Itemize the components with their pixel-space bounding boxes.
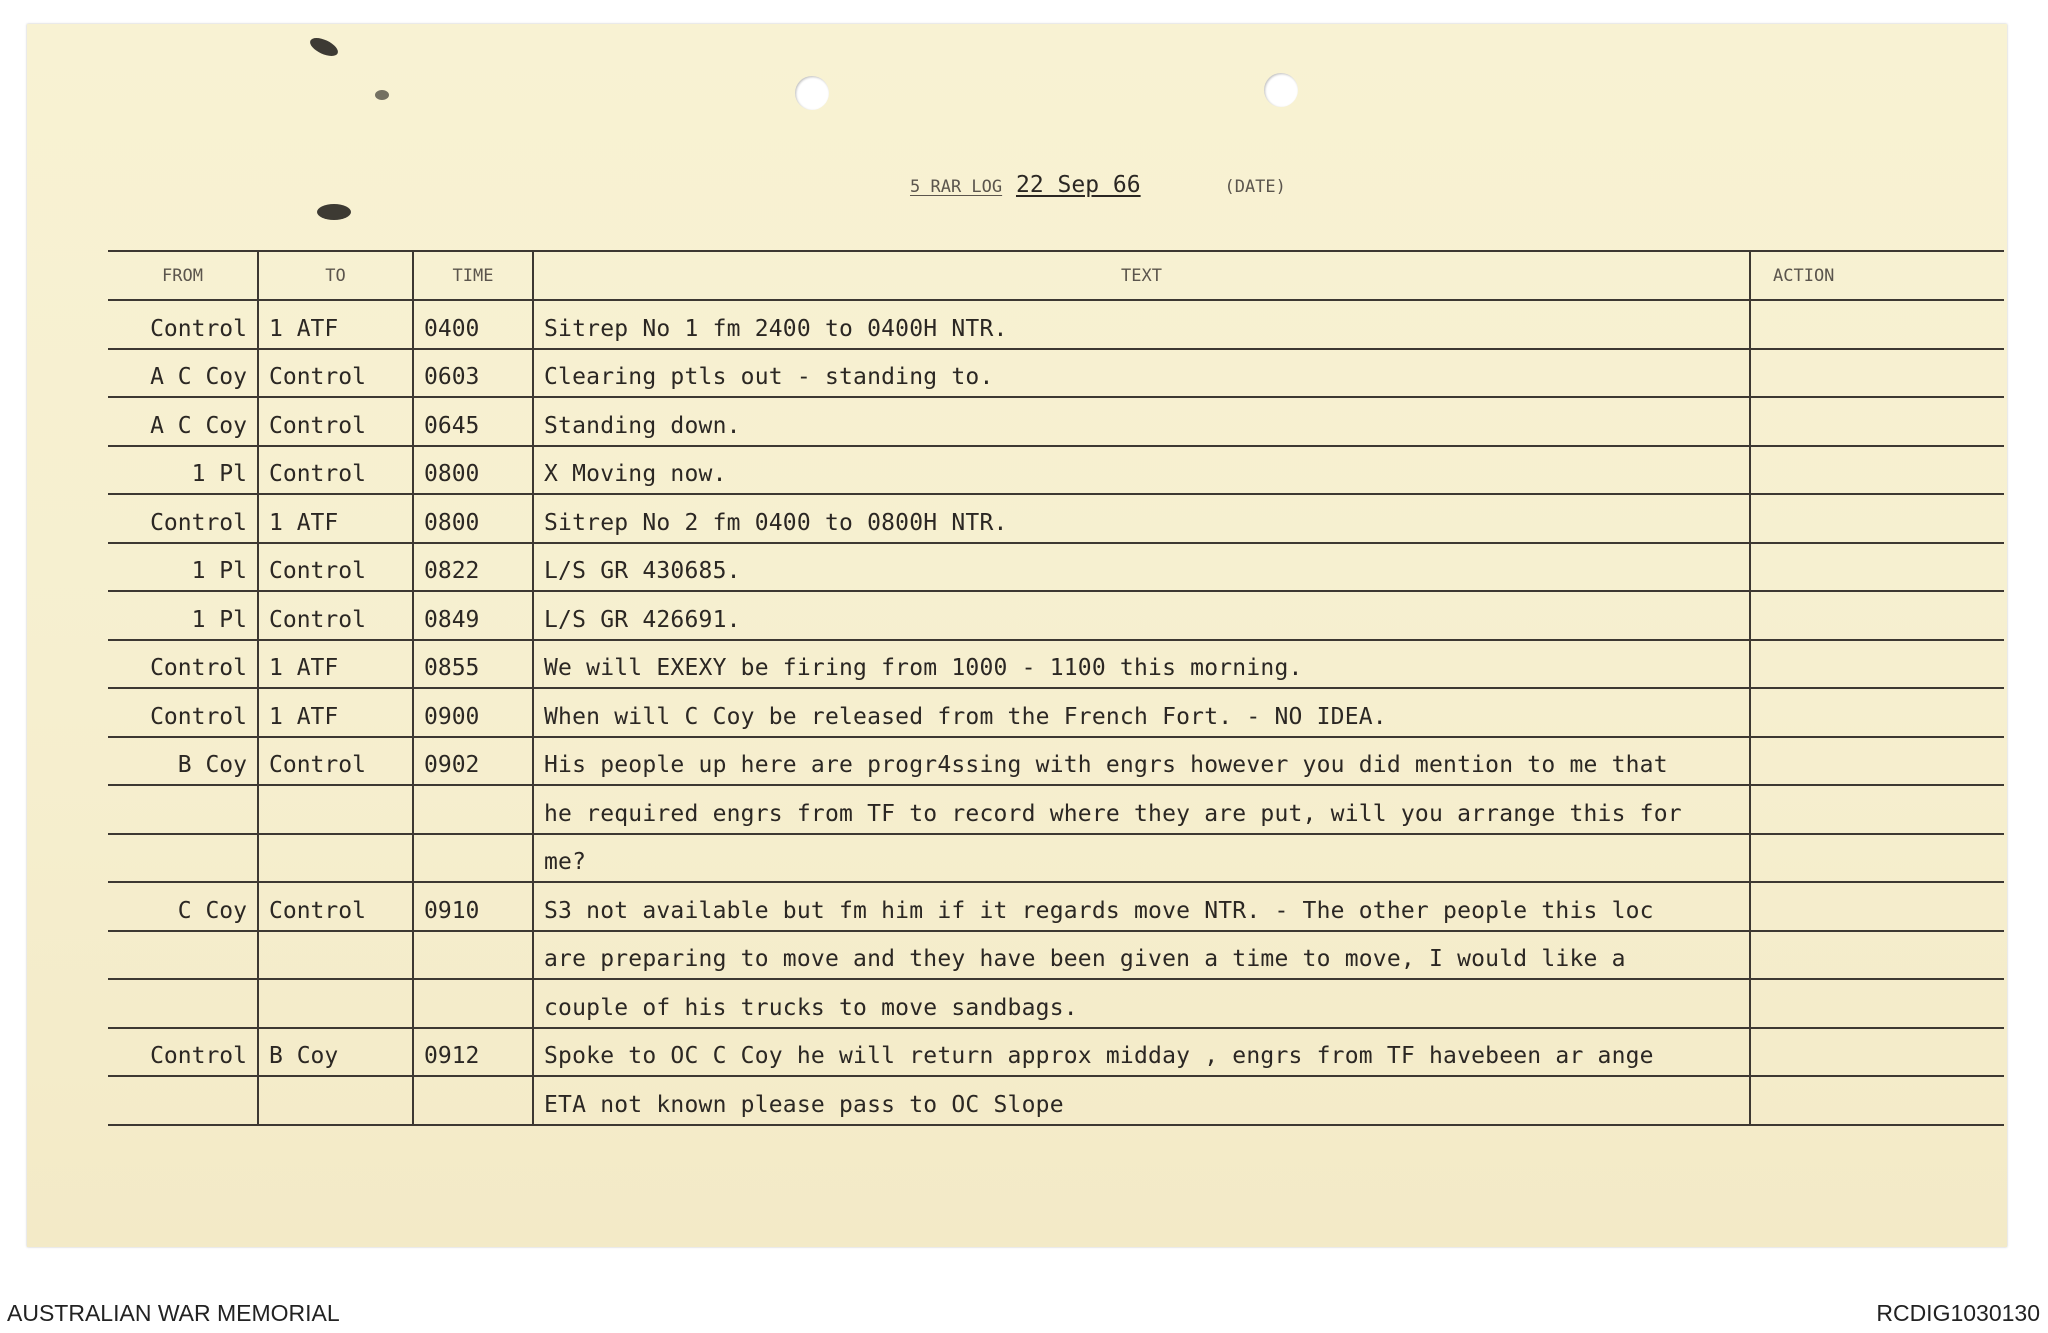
cell-time: 0900 — [413, 688, 533, 737]
log-body — [108, 300, 2004, 1125]
punch-hole-right — [1264, 73, 1298, 107]
cell-time — [413, 1076, 533, 1125]
cell-to: 1 ATF — [258, 640, 413, 689]
table-row — [108, 882, 2004, 931]
cell-time: 0800 — [413, 494, 533, 543]
table-row — [108, 397, 2004, 446]
cell-action — [1750, 785, 2004, 834]
cell-from — [108, 834, 258, 883]
cell-from: 1 Pl — [108, 543, 258, 592]
column-header-text: TEXT — [533, 251, 1750, 300]
table-row — [108, 349, 2004, 398]
cell-text: X Moving now. — [533, 446, 1750, 495]
cell-to: Control — [258, 543, 413, 592]
cell-from — [108, 979, 258, 1028]
cell-time: 0902 — [413, 737, 533, 786]
cell-action — [1750, 349, 2004, 398]
cell-action — [1750, 300, 2004, 349]
cell-from: A C Coy — [108, 397, 258, 446]
cell-action — [1750, 979, 2004, 1028]
table-row — [108, 446, 2004, 495]
cell-time: 0849 — [413, 591, 533, 640]
cell-action — [1750, 640, 2004, 689]
cell-to: Control — [258, 591, 413, 640]
table-row — [108, 688, 2004, 737]
cell-time: 0400 — [413, 300, 533, 349]
table-header-row — [108, 251, 2004, 300]
cell-text: he required engrs from TF to record where they are put, will you arrange this for — [533, 785, 1750, 834]
cell-to: Control — [258, 446, 413, 495]
cell-action — [1750, 1076, 2004, 1125]
table-row — [108, 543, 2004, 592]
table-row — [108, 591, 2004, 640]
cell-from: 1 Pl — [108, 446, 258, 495]
table-row — [108, 979, 2004, 1028]
cell-to: 1 ATF — [258, 300, 413, 349]
cell-text: L/S GR 430685. — [533, 543, 1750, 592]
cell-from: Control — [108, 688, 258, 737]
cell-action — [1750, 737, 2004, 786]
ink-smudge — [317, 204, 351, 220]
cell-action — [1750, 543, 2004, 592]
table-row — [108, 834, 2004, 883]
cell-text: His people up here are progr4ssing with engrs however you did mention to me that — [533, 737, 1750, 786]
cell-from — [108, 1076, 258, 1125]
cell-text: L/S GR 426691. — [533, 591, 1750, 640]
cell-text: We will EXEXY be firing from 1000 - 1100 this morning. — [533, 640, 1750, 689]
cell-to — [258, 1076, 413, 1125]
table-row — [108, 785, 2004, 834]
cell-to — [258, 979, 413, 1028]
log-header — [910, 172, 1286, 198]
log-date: 22 Sep 66 — [1015, 172, 1141, 198]
cell-to — [258, 834, 413, 883]
cell-action — [1750, 494, 2004, 543]
footer-source: AUSTRALIAN WAR MEMORIAL — [7, 1300, 340, 1326]
table-row — [108, 300, 2004, 349]
cell-time: 0912 — [413, 1028, 533, 1077]
cell-to: B Coy — [258, 1028, 413, 1077]
cell-action — [1750, 397, 2004, 446]
ink-smudge — [307, 34, 340, 59]
cell-action — [1750, 834, 2004, 883]
cell-text: me? — [533, 834, 1750, 883]
cell-to: 1 ATF — [258, 494, 413, 543]
footer-id: RCDIG1030130 — [1876, 1300, 2040, 1326]
cell-time: 0603 — [413, 349, 533, 398]
cell-action — [1750, 1028, 2004, 1077]
table-row — [108, 494, 2004, 543]
cell-from — [108, 931, 258, 980]
cell-to: Control — [258, 397, 413, 446]
cell-from: Control — [108, 640, 258, 689]
cell-to: Control — [258, 349, 413, 398]
cell-text: are preparing to move and they have been given a time to move, I would like a — [533, 931, 1750, 980]
cell-time: 0800 — [413, 446, 533, 495]
cell-action — [1750, 688, 2004, 737]
cell-from: C Coy — [108, 882, 258, 931]
cell-from: Control — [108, 494, 258, 543]
cell-time — [413, 931, 533, 980]
cell-from — [108, 785, 258, 834]
table-row — [108, 1076, 2004, 1125]
table-row — [108, 1028, 2004, 1077]
cell-time: 0855 — [413, 640, 533, 689]
date-label: (DATE) — [1224, 177, 1286, 197]
table-row — [108, 931, 2004, 980]
cell-action — [1750, 882, 2004, 931]
cell-time: 0910 — [413, 882, 533, 931]
log-name: 5 RAR LOG — [910, 177, 1003, 197]
log-table — [108, 250, 2004, 1126]
cell-to: Control — [258, 882, 413, 931]
column-header-to: TO — [258, 251, 413, 300]
punch-hole-left — [795, 76, 829, 110]
cell-time: 0645 — [413, 397, 533, 446]
cell-text: couple of his trucks to move sandbags. — [533, 979, 1750, 1028]
cell-from: A C Coy — [108, 349, 258, 398]
cell-from: 1 Pl — [108, 591, 258, 640]
cell-to: 1 ATF — [258, 688, 413, 737]
cell-text: Clearing ptls out - standing to. — [533, 349, 1750, 398]
cell-to — [258, 931, 413, 980]
cell-text: When will C Coy be released from the French Fort. - NO IDEA. — [533, 688, 1750, 737]
cell-from: Control — [108, 1028, 258, 1077]
cell-text: Sitrep No 2 fm 0400 to 0800H NTR. — [533, 494, 1750, 543]
column-header-from: FROM — [108, 251, 258, 300]
cell-text: ETA not known please pass to OC Slope — [533, 1076, 1750, 1125]
column-header-action: ACTION — [1750, 251, 2004, 300]
table-row — [108, 737, 2004, 786]
cell-time — [413, 979, 533, 1028]
cell-time: 0822 — [413, 543, 533, 592]
cell-text: S3 not available but fm him if it regards move NTR. - The other people this loc — [533, 882, 1750, 931]
cell-time — [413, 834, 533, 883]
cell-time — [413, 785, 533, 834]
cell-to — [258, 785, 413, 834]
cell-action — [1750, 931, 2004, 980]
cell-text: Sitrep No 1 fm 2400 to 0400H NTR. — [533, 300, 1750, 349]
cell-from: B Coy — [108, 737, 258, 786]
table-row — [108, 640, 2004, 689]
column-header-time: TIME — [413, 251, 533, 300]
ink-smudge — [375, 90, 389, 100]
cell-action — [1750, 591, 2004, 640]
cell-text: Standing down. — [533, 397, 1750, 446]
cell-text: Spoke to OC C Coy he will return approx midday , engrs from TF havebeen ar ange — [533, 1028, 1750, 1077]
cell-from: Control — [108, 300, 258, 349]
cell-to: Control — [258, 737, 413, 786]
cell-action — [1750, 446, 2004, 495]
